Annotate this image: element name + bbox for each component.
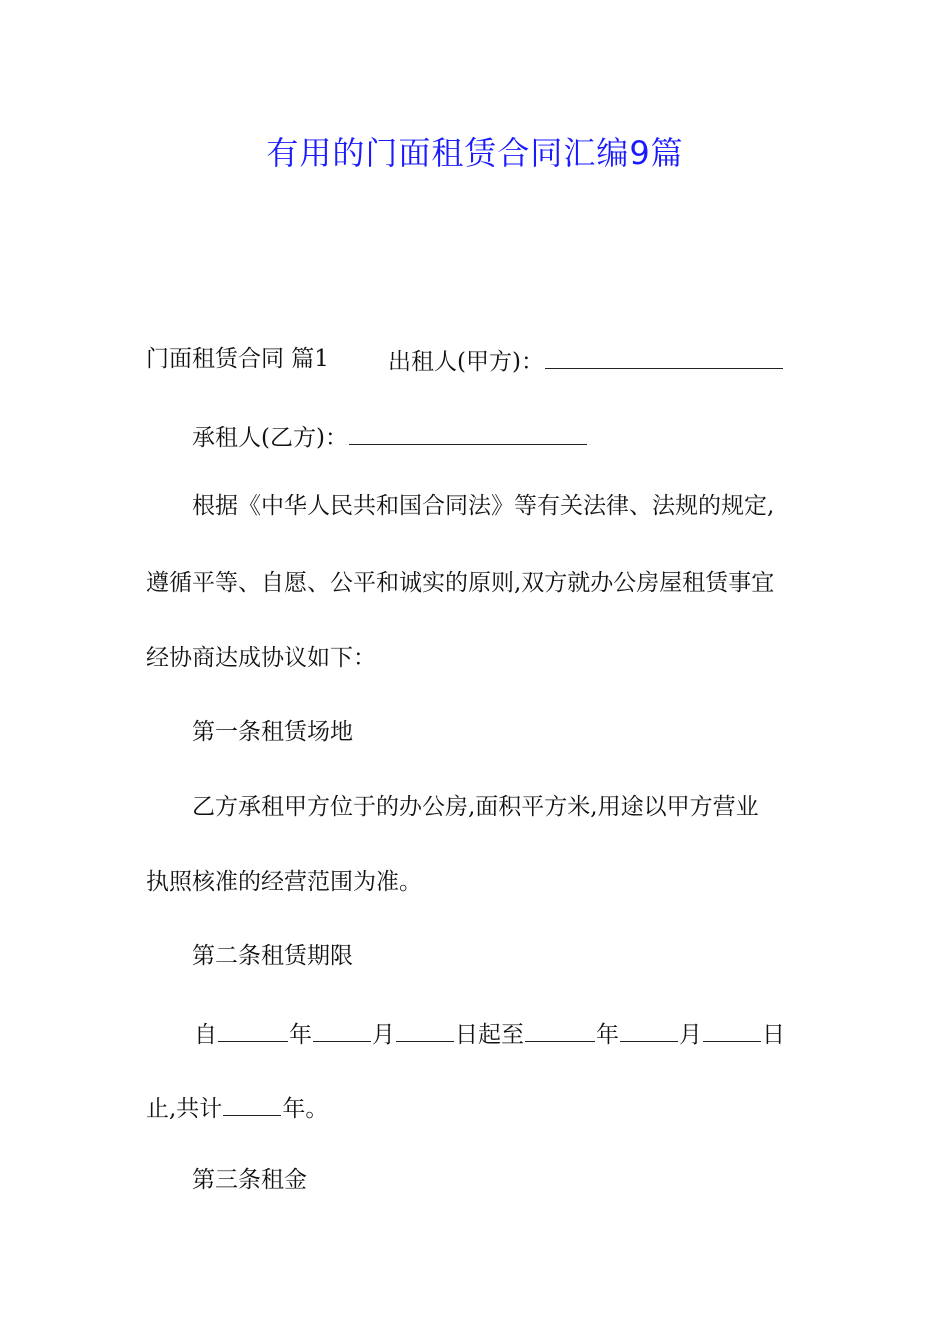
preamble-text-3: 经协商达成协议如下：	[146, 645, 376, 671]
article-1-text-2: 执照核准的经营范围为准。	[146, 869, 422, 895]
term-from: 自	[194, 1022, 217, 1048]
lessee-field	[192, 420, 588, 453]
preamble-text-1: 根据《中华人民共和国合同法》等有关法律、法规的规定,	[192, 493, 775, 519]
term-day-1: 日起至	[455, 1022, 524, 1048]
article-2-title: 第二条租赁期限	[192, 943, 353, 969]
term-month-2: 月	[679, 1022, 702, 1048]
lessor-blank	[545, 344, 783, 369]
document-title: 有用的门面租赁合同汇编9篇	[266, 134, 684, 172]
total-years-blank	[223, 1091, 281, 1116]
lessee-blank	[349, 420, 587, 445]
lessor-label: 出租人(甲方)：	[388, 349, 544, 375]
lessor-field	[388, 344, 784, 377]
end-month-blank	[620, 1017, 678, 1042]
start-month-blank	[313, 1017, 371, 1042]
preamble-text-2: 遵循平等、自愿、公平和诚实的原则,双方就办公房屋租赁事宜	[146, 570, 775, 596]
lessee-label: 承租人(乙方)：	[192, 425, 348, 451]
term-fields	[194, 1017, 785, 1050]
term-total	[146, 1091, 328, 1124]
end-day-blank	[703, 1017, 761, 1042]
start-day-blank	[396, 1017, 454, 1042]
term-month-1: 月	[372, 1022, 395, 1048]
term-year-1: 年	[289, 1022, 312, 1048]
term-total-prefix: 止,共计	[146, 1096, 223, 1122]
article-1-title: 第一条租赁场地	[192, 719, 353, 745]
term-day-2: 日	[762, 1022, 785, 1048]
term-year-2: 年	[596, 1022, 619, 1048]
contract-heading: 门面租赁合同 篇1	[146, 346, 329, 372]
article-1-text-1: 乙方承租甲方位于的办公房,面积平方米,用途以甲方营业	[192, 794, 759, 820]
start-year-blank	[218, 1017, 288, 1042]
end-year-blank	[525, 1017, 595, 1042]
term-total-suffix: 年。	[282, 1096, 329, 1122]
article-3-title: 第三条租金	[192, 1167, 307, 1193]
